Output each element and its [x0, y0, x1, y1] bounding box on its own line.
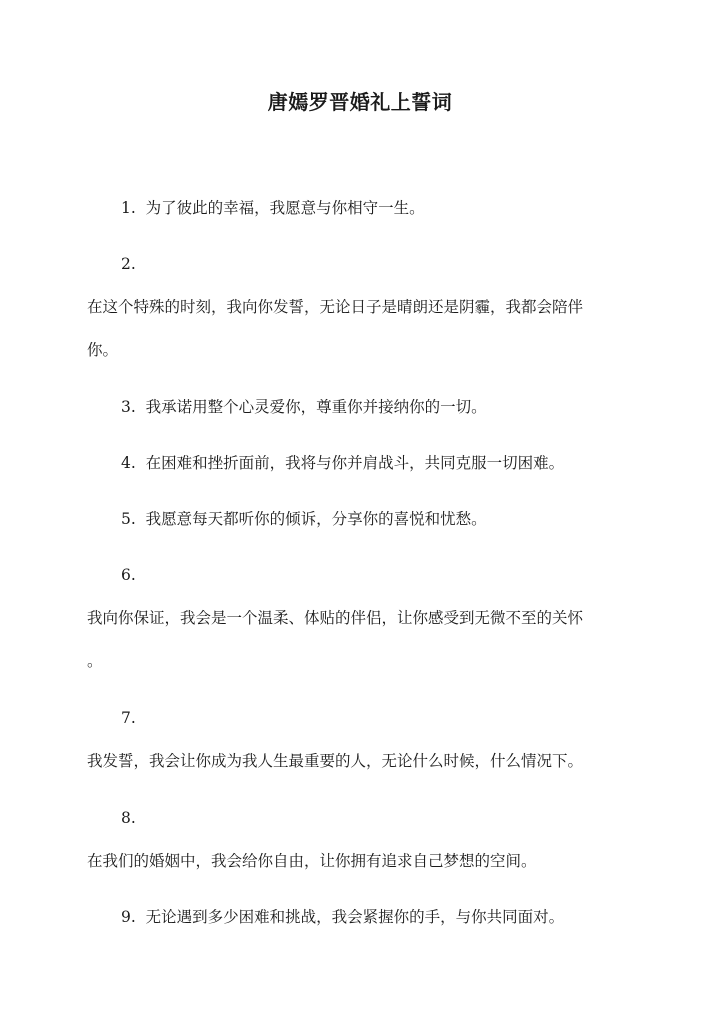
vow-7-line-1: 我发誓，我会让你成为我人生最重要的人，无论什么时候，什么情况下。	[87, 752, 584, 770]
vow-5	[121, 509, 487, 529]
vow-number: 3.	[121, 398, 136, 416]
vow-6-line-1: 我向你保证，我会是一个温柔、体贴的伴侣，让你感受到无微不至的关怀	[87, 609, 584, 627]
vow-6-line-2: 。	[87, 652, 103, 670]
vow-2-line-2: 你。	[87, 341, 119, 359]
vow-text: 我承诺用整个心灵爱你，尊重你并接纳你的一切。	[145, 398, 487, 416]
vow-7-number: 7.	[121, 709, 136, 727]
vow-text: 我愿意每天都听你的倾诉，分享你的喜悦和忧愁。	[145, 510, 487, 528]
vow-2-number: 2.	[121, 255, 136, 273]
vow-1	[121, 198, 425, 218]
vow-text: 在困难和挫折面前，我将与你并肩战斗，共同克服一切困难。	[145, 454, 565, 472]
vow-2-line-1: 在这个特殊的时刻，我向你发誓，无论日子是晴朗还是阴霾，我都会陪伴	[87, 298, 584, 316]
vow-number: 9.	[121, 908, 136, 926]
document-title: 唐嫣罗晋婚礼上誓词	[267, 90, 453, 114]
vow-8-line-1: 在我们的婚姻中，我会给你自由，让你拥有追求自己梦想的空间。	[87, 852, 537, 870]
vow-8-number: 8.	[121, 809, 136, 827]
vow-9	[121, 907, 564, 927]
vow-6-number: 6.	[121, 566, 136, 584]
vow-text: 为了彼此的幸福，我愿意与你相守一生。	[145, 199, 425, 217]
vow-4	[121, 453, 564, 473]
vow-3	[121, 397, 487, 417]
vow-number: 4.	[121, 454, 136, 472]
vow-number: 5.	[121, 510, 136, 528]
vow-text: 无论遇到多少困难和挑战，我会紧握你的手，与你共同面对。	[145, 908, 565, 926]
vow-number: 1.	[121, 199, 136, 217]
